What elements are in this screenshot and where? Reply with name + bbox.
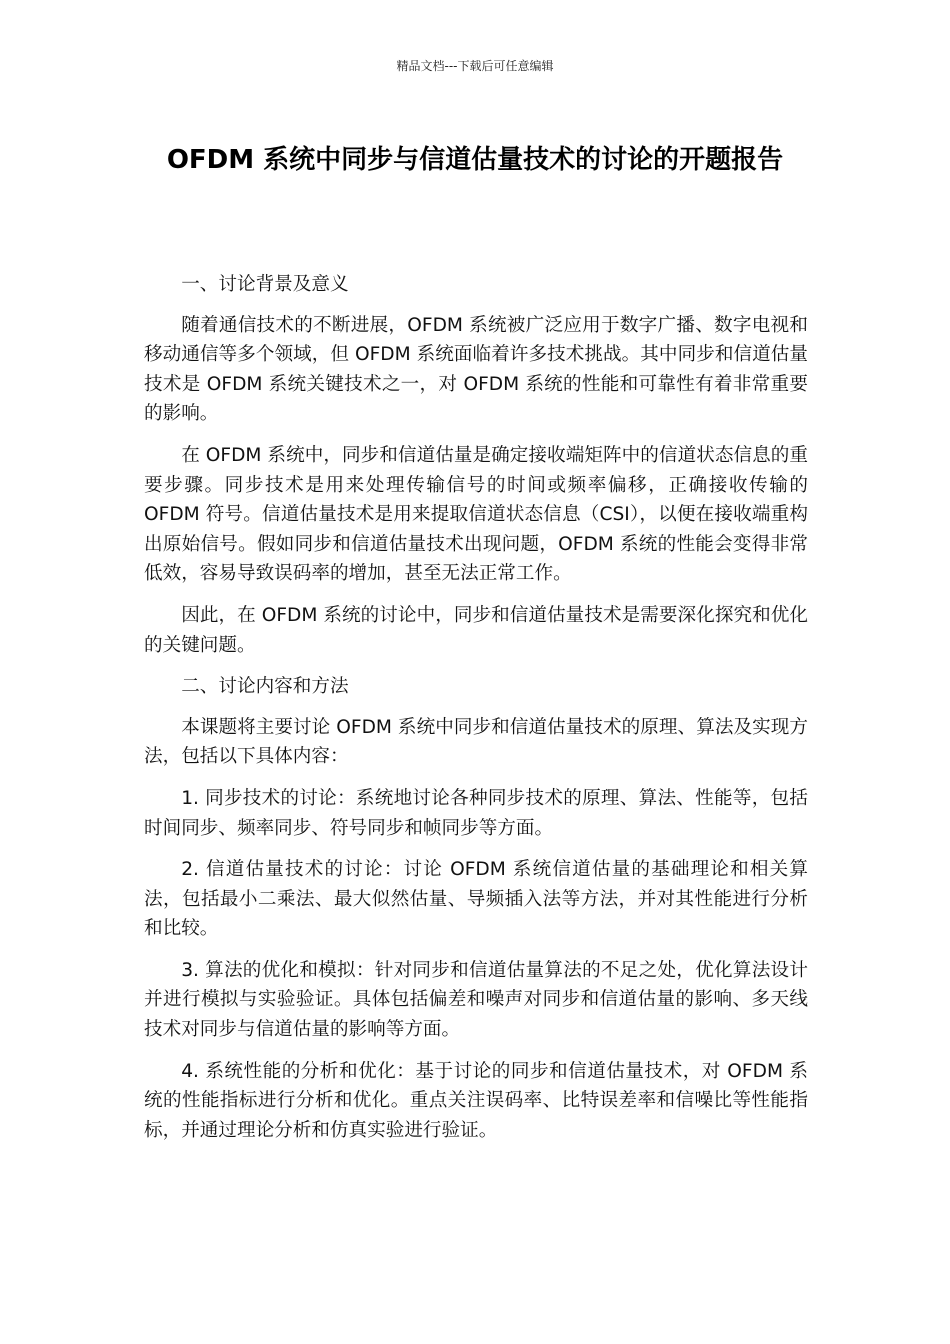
paragraph: 在 OFDM 系统中，同步和信道估量是确定接收端矩阵中的信道状态信息的重要步骤。同步技术是用来处理传输信号的时间或频率偏移，正确接收传输的 OFDM 符号。信道估量技术是用来提取信道状态信息（CSI），以便在接收端重构出原始信号。假如同步和信道估量技术出现问题，OFDM 系统的性能会变得非常低效，容易导致误码率的增加，甚至无法正常工作。	[144, 444, 808, 585]
paragraph: 因此，在 OFDM 系统的讨论中，同步和信道估量技术是需要深化探究和优化的关键问题。	[144, 604, 808, 656]
paragraph: 本课题将主要讨论 OFDM 系统中同步和信道估量技术的原理、算法及实现方法，包括以下具体内容：	[144, 716, 808, 768]
document-body	[144, 270, 808, 1157]
list-item: 2. 信道估量技术的讨论：讨论 OFDM 系统信道估量的基础理论和相关算法，包括最小二乘法、最大似然估量、导频插入法等方法，并对其性能进行分析和比较。	[144, 859, 808, 940]
document-title: OFDM 系统中同步与信道估量技术的讨论的开题报告	[166, 145, 784, 175]
paragraph: 随着通信技术的不断进展，OFDM 系统被广泛应用于数字广播、数字电视和移动通信等多个领域，但 OFDM 系统面临着许多技术挑战。其中同步和信道估量技术是 OFDM 系统关键技术之一，对 OFDM 系统的性能和可靠性有着非常重要的影响。	[144, 314, 808, 425]
section-heading-content-methods: 二、讨论内容和方法	[181, 676, 349, 698]
list-item: 4. 系统性能的分析和优化：基于讨论的同步和信道估量技术，对 OFDM 系统的性能指标进行分析和优化。重点关注误码率、比特误差率和信噪比等性能指标，并通过理论分析和仿真实验进行验证。	[144, 1060, 808, 1141]
section-heading-background: 一、讨论背景及意义	[181, 274, 349, 295]
list-item: 1. 同步技术的讨论：系统地讨论各种同步技术的原理、算法、性能等，包括时间同步、频率同步、符号同步和帧同步等方面。	[144, 787, 808, 839]
list-item: 3. 算法的优化和模拟：针对同步和信道估量算法的不足之处，优化算法设计并进行模拟与实验验证。具体包括偏差和噪声对同步和信道估量的影响、多天线技术对同步与信道估量的影响等方面。	[144, 959, 808, 1041]
header-note: 精品文档---下载后可任意编辑	[396, 59, 554, 73]
